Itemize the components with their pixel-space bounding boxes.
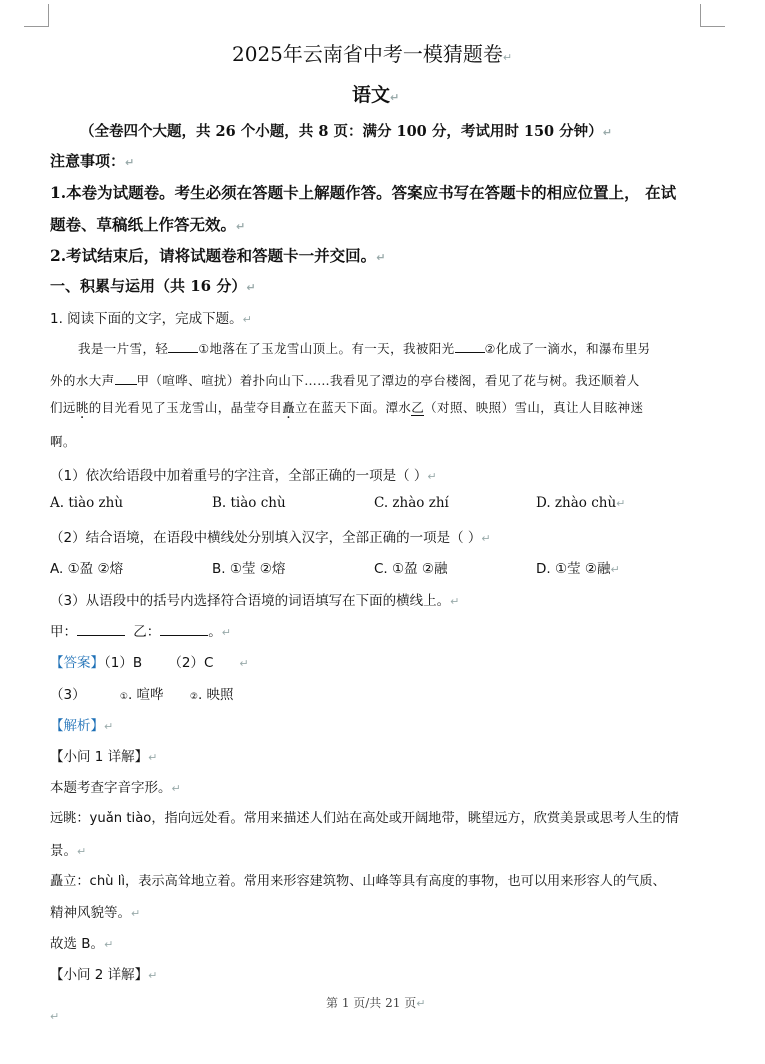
answer-3-item-1-number: ① [119,692,128,702]
analysis-sub-2-heading-text: 【小问 2 详解】 [50,967,149,983]
sub-question-3-blanks [50,620,231,640]
option-text: D. zhào chù [536,495,617,511]
answer-3-item-2: . 映照 [197,687,234,703]
paragraph-mark-icon: ↵ [50,1010,60,1023]
exam-title-text: 2025年云南省中考一模猜题卷 [232,42,503,66]
paragraph-mark-icon: ↵ [242,313,252,326]
passage-line-4 [50,432,76,450]
sub-question-3-text: （3）从语段中的括号内选择符合语境的词语填写在下面的横线上。 [50,593,451,609]
analysis-paragraph-2-line-2 [50,839,86,859]
subject-title [352,80,399,107]
page-footer [326,994,425,1011]
option-text: B. ①莹 ②熔 [212,561,286,577]
blank-jia-label: 甲 [136,373,150,388]
sub-question-1-option-d [536,495,625,511]
end-paragraph-mark [50,1010,59,1023]
option-text: D. ①莹 ②融 [536,561,611,577]
sub-question-1-option-c [374,495,449,511]
paragraph-mark-icon: ↵ [148,969,158,982]
option-text: B. tiào chù [212,495,286,511]
corner-mark-top-right [700,4,725,27]
paragraph-mark-icon: ↵ [450,595,460,608]
passage-text: 啊。 [50,434,76,449]
notice-heading-text: 注意事项： [50,152,126,170]
analysis-text: 本题考查字音字形。 [50,780,172,796]
analysis-text: 远眺：yuǎn tiào，指向远处看。常用来描述人们站在高处或开阔地带，眺望远方，欣赏美景或思考人生的情 [50,811,679,826]
section-1-heading-text: 一、积累与运用（共 16 分） [50,277,247,295]
sub-question-1-text: （1）依次给语段中加着重号的字注音，全部正确的一项是（ ） [50,468,428,484]
blank-2-number: ② [484,342,496,356]
paragraph-mark-icon: ↵ [236,220,246,233]
analysis-paragraph-1 [50,776,181,796]
answer-3-item-1: . 喧哗 [127,687,164,703]
paragraph-mark-icon: ↵ [616,497,626,510]
analysis-sub-1-heading-text: 【小问 1 详解】 [50,749,149,765]
sub-question-2-option-a [50,557,123,577]
answer-3-prefix: （3） [50,687,86,703]
passage-text: 立在蓝天下面。潭水 [295,400,412,415]
period: 。 [208,624,222,640]
paragraph-mark-icon: ↵ [77,845,87,858]
passage-text: （对照、映照）雪山，真让人目眩神迷 [424,400,644,415]
analysis-sub-2-heading [50,963,157,983]
passage-text: （喧哗、喧扰）着扑向山下……我看见了潭边的亭台楼阁，看见了花与树。我还顺着人 [149,373,640,388]
passage-text: 们远 [50,400,76,415]
notice-item-2 [50,244,385,266]
sub-question-2-stem [50,526,491,546]
paragraph-mark-icon: ↵ [481,532,491,545]
analysis-paragraph-3-line-2 [50,901,140,921]
paragraph-mark-icon: ↵ [416,997,426,1010]
paragraph-mark-icon: ↵ [610,563,620,576]
paragraph-mark-icon: ↵ [376,251,386,264]
paragraph-mark-icon: ↵ [246,281,256,294]
paragraph-mark-icon: ↵ [104,938,114,951]
analysis-paragraph-4 [50,932,113,952]
section-1-heading [50,275,256,296]
subject-text: 语文 [352,84,391,106]
notice-item-1-line-2 [50,213,245,235]
answer-2: （2）C [168,655,214,671]
paragraph-mark-icon: ↵ [239,657,249,670]
blank-2 [455,340,485,353]
option-text: C. zhào zhí [374,495,449,511]
option-text: C. ①盈 ②融 [374,561,448,577]
blank-1-number: ① [198,342,210,356]
paragraph-mark-icon: ↵ [427,470,437,483]
notice-item-1-line-1 [50,181,676,203]
analysis-text: 故选 B。 [50,936,105,952]
analysis-paragraph-3-line-1 [50,870,666,889]
paragraph-mark-icon: ↵ [131,907,141,920]
paragraph-mark-icon: ↵ [502,51,513,64]
passage-text: 化成了一滴水，和瀑布里另 [495,341,651,356]
notice-item-1-text-cont: 题卷、草稿纸上作答无效。 [50,215,237,234]
yi-label: 乙： [133,624,161,640]
jia-label: 甲： [50,624,77,640]
passage-line-1 [78,339,651,357]
sub-question-2-option-c [374,557,448,577]
jia-answer-line [77,623,125,636]
passage-line-3 [50,398,643,416]
passage-line-2 [50,371,640,389]
passage-text: 外的水大声 [50,373,115,388]
emphasized-char-2: 矗 [282,400,296,415]
notice-heading [50,150,134,171]
exam-title [232,38,512,67]
sub-question-1-option-a [50,495,123,511]
emphasized-char-1: 眺 [75,400,89,415]
passage-text: 的目光看见了玉龙雪山，晶莹夺目 [88,400,283,415]
analysis-sub-1-heading [50,745,157,765]
blank-yi-label: 乙 [411,400,425,415]
sub-question-3-stem [50,589,459,609]
paragraph-mark-icon: ↵ [390,91,400,104]
answer-line-1 [50,651,249,671]
sub-question-1-option-b [212,495,286,511]
sub-question-2-text: （2）结合语境，在语段中横线处分别填入汉字，全部正确的一项是（ ） [50,530,482,546]
sub-question-1-stem [50,464,437,484]
answer-line-2 [50,683,234,703]
paragraph-mark-icon: ↵ [104,720,114,733]
exam-info [80,120,612,141]
sub-question-2-option-d [536,557,620,577]
paragraph-mark-icon: ↵ [125,156,135,169]
paragraph-mark-icon: ↵ [171,782,181,795]
notice-item-1-text: 1.本卷为试题卷。考生必须在答题卡上解题作答。答案应书写在答题卡的相应位置上， 在试 [50,183,677,202]
analysis-label-text: 【解析】 [50,718,104,734]
question-1-stem-text: 1. 阅读下面的文字，完成下题。 [50,311,243,327]
paragraph-mark-icon: ↵ [148,751,158,764]
notice-item-2-text: 2.考试结束后，请将试题卷和答题卡一并交回。 [50,246,377,265]
answer-1: （1）B [104,655,143,671]
paragraph-mark-icon: ↵ [602,126,612,139]
blank-1 [168,340,198,353]
option-text: A. ①盈 ②熔 [50,561,124,577]
corner-mark-top-left [24,4,49,27]
yi-answer-line [160,623,208,636]
option-text: A. tiào zhù [50,495,124,511]
exam-info-text: （全卷四个大题，共 26 个小题，共 8 页：满分 100 分，考试用时 150 分钟） [80,123,603,140]
analysis-text: 精神风貌等。 [50,905,131,921]
analysis-paragraph-2-line-1 [50,807,679,826]
paragraph-mark-icon: ↵ [221,626,232,639]
analysis-label [50,714,113,734]
answer-3-item-2-number: ② [189,692,198,702]
answer-label: 【答案】 [50,655,104,671]
analysis-text: 景。 [50,843,77,859]
blank-jia [115,372,137,385]
analysis-text: 矗立：chù lì，表示高耸地立着。常用来形容建筑物、山峰等具有高度的事物，也可以用来形容人的气质、 [50,874,666,889]
question-1-stem [50,307,252,327]
passage-text: 我是一片雪，轻 [78,341,169,356]
page-number: 第 1 页/共 21 页 [326,996,417,1010]
sub-question-2-option-b [212,557,285,577]
passage-text: 地落在了玉龙雪山顶上。有一天，我被阳光 [209,341,455,356]
